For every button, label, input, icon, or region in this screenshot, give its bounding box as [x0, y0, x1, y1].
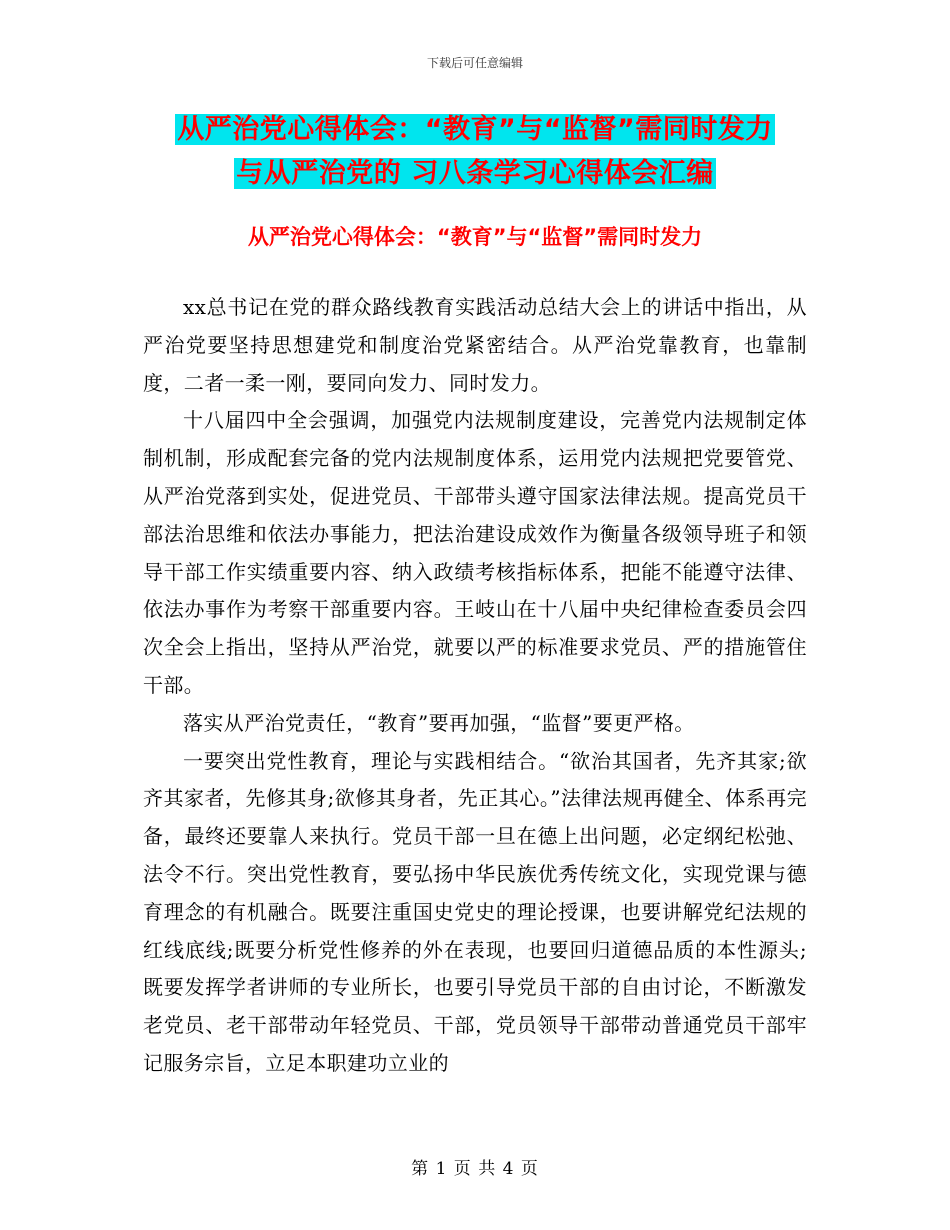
document-title-line-1-text: 从严治党心得体会：“教育”与“监督”需同时发力: [177, 114, 773, 145]
document-title-line-2-text: 与从严治党的 习八条学习心得体会汇编: [236, 158, 714, 189]
paragraph-2: 十八届四中全会强调，加强党内法规制度建设，完善党内法规制定体制机制，形成配套完备的党内法规制度体系，运用党内法规把党要管党、从严治党落到实处，促进党员、干部带头遵守国家法律法规。提高党员干部法治思维和依法办事能力，把法治建设成效作为衡量各级领导班子和领导干部工作实绩重要内容、纳入政绩考核指标体系，把能不能遵守法律、依法办事作为考察干部重要内容。王岐山在十八届中央纪律检查委员会四次全会上指出，坚持从严治党，就要以严的标准要求党员、严的措施管住干部。: [143, 408, 807, 697]
paragraph-4: 一要突出党性教育，理论与实践相结合。“欲治其国者，先齐其家;欲齐其家者，先修其身;欲修其身者，先正其心。”法律法规再健全、体系再完备，最终还要靠人来执行。党员干部一旦在德上出问题，必定纲纪松弛、法令不行。突出党性教育，要弘扬中华民族优秀传统文化，实现党课与德育理念的有机融合。既要注重国史党史的理论授课，也要讲解党纪法规的红线底线;既要分析党性修养的外在表现，也要回归道德品质的本性源头;既要发挥学者讲师的专业所长，也要引导党员干部的自由讨论，不断激发老党员、老干部带动年轻党员、干部，党员领导干部带动普通党员干部牢记服务宗旨，立足本职建功立业的: [143, 748, 807, 1075]
document-title-line-2: [0, 156, 950, 192]
section-heading: 从严治党心得体会：“教育”与“监督”需同时发力: [247, 225, 703, 249]
header-note: 下载后可任意编辑: [426, 56, 523, 70]
page-footer: 第 1 页 共 4 页: [411, 1159, 539, 1179]
document-title-line-1: [0, 112, 950, 148]
paragraph-1: xx总书记在党的群众路线教育实践活动总结大会上的讲话中指出，从严治党要坚持思想建党和制度治党紧密结合。从严治党靠教育，也靠制度，二者一柔一刚，要同向发力、同时发力。: [143, 295, 807, 395]
paragraph-3: 落实从严治党责任，“教育”要再加强，“监督”要更严格。: [183, 710, 695, 735]
body-text: [143, 289, 807, 1083]
